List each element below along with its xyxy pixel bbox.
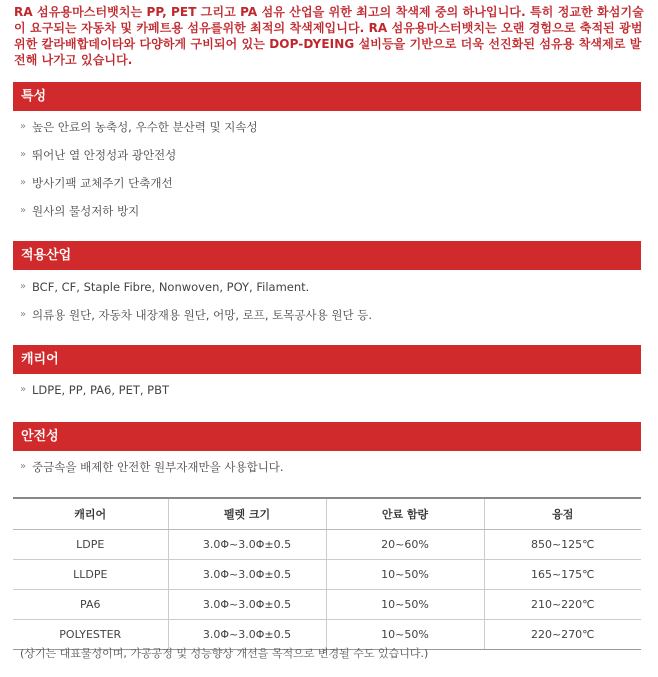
table-cell: 210~220℃: [484, 590, 641, 620]
list-item: » 높은 안료의 농축성, 우수한 분산력 및 지속성: [20, 120, 258, 134]
table-row: [13, 530, 641, 560]
table-cell: POLYESTER: [13, 620, 168, 650]
table-cell: 165~175℃: [484, 560, 641, 590]
list-item: » LDPE, PP, PA6, PET, PBT: [20, 383, 170, 397]
table-header-row: [13, 498, 641, 530]
safety-list: [20, 460, 284, 488]
footnote: (상기는 대표물성이며, 가공공정 및 성능향상 개선을 목적으로 변경될 수도 있습니다.): [20, 647, 429, 660]
table-row: [13, 590, 641, 620]
features-list: [20, 120, 258, 232]
bullet-icon: »: [20, 281, 27, 292]
table-cell: 10~50%: [326, 560, 484, 590]
table-cell: 20~60%: [326, 530, 484, 560]
section-header-carrier: 캐리어: [13, 345, 641, 374]
list-item: » 중금속을 배제한 안전한 원부자재만을 사용합니다.: [20, 460, 284, 474]
table-cell: LLDPE: [13, 560, 168, 590]
bullet-icon: »: [20, 149, 27, 160]
table-cell: LDPE: [13, 530, 168, 560]
table-cell: 10~50%: [326, 620, 484, 650]
spec-table: [13, 497, 641, 650]
table-cell: PA6: [13, 590, 168, 620]
list-item: » BCF, CF, Staple Fibre, Nonwoven, POY, Filament.: [20, 280, 310, 294]
bullet-icon: »: [20, 309, 27, 320]
bullet-icon: »: [20, 177, 27, 188]
bullet-icon: »: [20, 461, 27, 472]
table-cell: 10~50%: [326, 590, 484, 620]
section-header-safety: 안전성: [13, 422, 641, 451]
column-header-carrier: 캐리어: [13, 498, 168, 530]
table-row: [13, 560, 641, 590]
bullet-icon: »: [20, 384, 27, 395]
applications-list: [20, 280, 372, 336]
bullet-icon: »: [20, 205, 27, 216]
table-cell: 850~125℃: [484, 530, 641, 560]
list-item: » 의류용 원단, 자동차 내장재용 원단, 어망, 로프, 토목공사용 원단 등.: [20, 308, 373, 322]
carrier-list: [20, 383, 169, 411]
table-cell: 3.0Φ~3.0Φ±0.5: [168, 560, 326, 590]
table-cell: 3.0Φ~3.0Φ±0.5: [168, 620, 326, 650]
section-header-applications: 적용산업: [13, 241, 641, 270]
list-item: » 원사의 물성저하 방지: [20, 204, 140, 218]
table-cell: 220~270℃: [484, 620, 641, 650]
section-header-features: 특성: [13, 82, 641, 111]
bullet-icon: »: [20, 121, 27, 132]
list-item: » 방사기팩 교체주기 단축개선: [20, 176, 173, 190]
table-cell: 3.0Φ~3.0Φ±0.5: [168, 590, 326, 620]
column-header-pellet-size: 펠렛 크기: [168, 498, 326, 530]
column-header-pigment-content: 안료 함량: [326, 498, 484, 530]
table-cell: 3.0Φ~3.0Φ±0.5: [168, 530, 326, 560]
column-header-melting-point: 융점: [484, 498, 641, 530]
intro-paragraph: RA 섬유용마스터뱃치는 PP, PET 그리고 PA 섬유 산업을 위한 최고의 착색제 중의 하나입니다. 특히 정교한 화섬기술이 요구되는 자동차 및 카페트용 섬유를위한 최적의 착색제입니다. RA 섬유용마스터뱃치는 오랜 경험으로 축적된 광범위한 칼라배합데이타와 다양하게 구비되어 있는 DOP-DYEING 설비등을 기반으로 더욱 선진화된 섬유용 착색제로 발전해 나가고 있습니다.: [14, 5, 644, 67]
list-item: » 뛰어난 열 안정성과 광안전성: [20, 148, 177, 162]
